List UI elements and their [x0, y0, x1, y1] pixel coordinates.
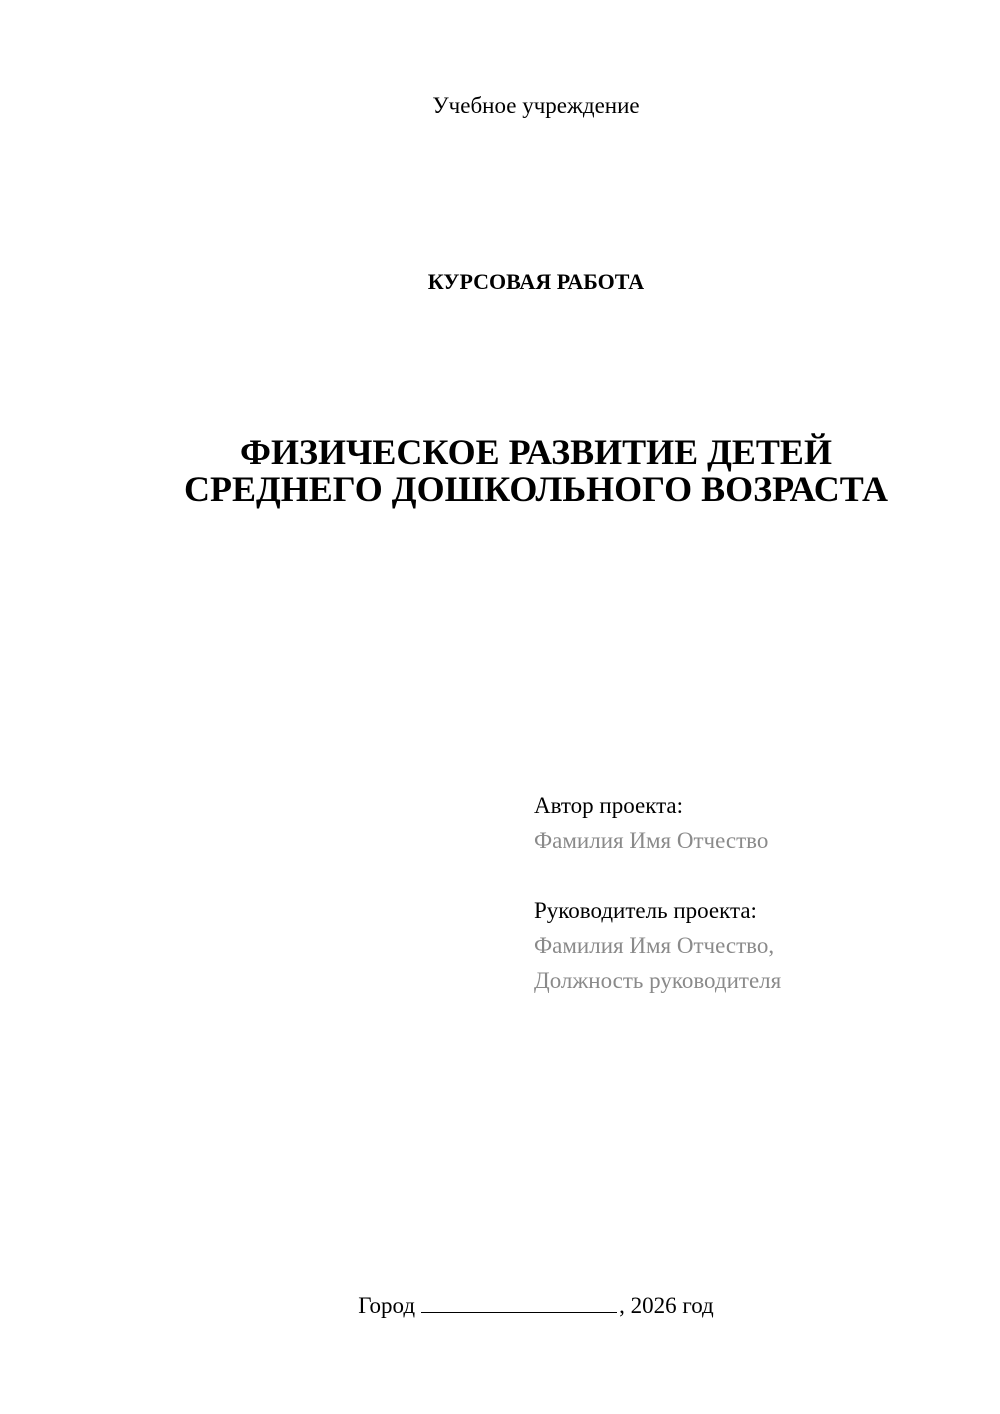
year-text: , 2026 год [619, 1293, 714, 1318]
document-title-line-2: СРЕДНЕГО ДОШКОЛЬНОГО ВОЗРАСТА [184, 469, 888, 509]
supervisor-label: Руководитель проекта: [534, 898, 757, 923]
institution-name: Учебное учреждение [432, 93, 640, 118]
city-year-line [0, 1290, 1000, 1321]
document-title-line-1: ФИЗИЧЕСКОЕ РАЗВИТИЕ ДЕТЕЙ [240, 432, 832, 472]
author-name: Фамилия Имя Отчество [534, 828, 769, 853]
document-title [0, 434, 1000, 508]
supervisor-position: Должность руководителя [534, 968, 782, 993]
spacer [534, 858, 974, 893]
supervisor-name: Фамилия Имя Отчество, [534, 933, 775, 958]
author-label: Автор проекта: [534, 793, 683, 818]
city-label: Город [358, 1293, 416, 1318]
project-people-block [534, 788, 974, 998]
work-type-heading: КУРСОВАЯ РАБОТА [427, 269, 645, 294]
city-blank-line [421, 1290, 617, 1313]
